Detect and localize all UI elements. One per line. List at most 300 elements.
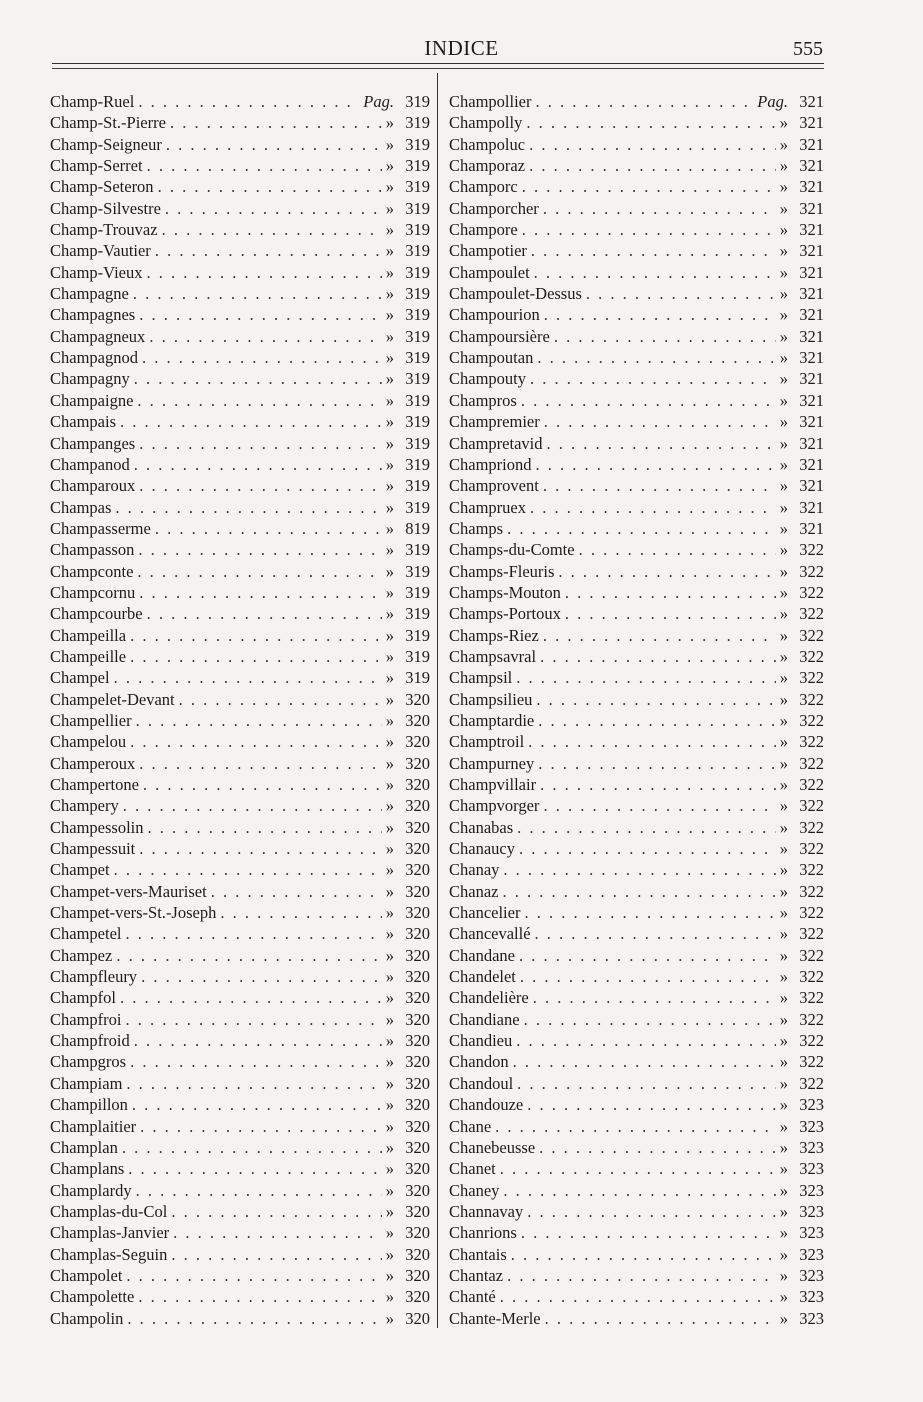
- page-reference: [386, 946, 430, 966]
- entry-name: Champotier: [449, 241, 527, 261]
- page-reference: [386, 156, 430, 176]
- page-reference: [386, 860, 430, 880]
- dot-leader: [519, 839, 776, 859]
- dot-leader: [543, 476, 776, 496]
- dot-leader: [533, 988, 776, 1008]
- entry-name: Chandouze: [449, 1095, 524, 1115]
- dot-leader: [500, 1159, 776, 1179]
- entry-page: 321: [799, 412, 824, 432]
- ditto-mark: »: [385, 1073, 394, 1093]
- page-reference: [780, 690, 824, 710]
- ditto-mark: »: [779, 775, 788, 794]
- entry-name: Chane: [449, 1116, 492, 1136]
- page-reference: [780, 1031, 824, 1051]
- index-entry: [449, 92, 824, 113]
- page-reference: [757, 92, 824, 112]
- entry-name: Champasserme: [50, 518, 151, 538]
- index-entry: [50, 1117, 430, 1138]
- ditto-mark: »: [779, 476, 788, 496]
- entry-page: 321: [799, 518, 824, 538]
- index-entry: [50, 412, 430, 433]
- entry-name: Champremier: [449, 412, 540, 432]
- entry-page: 320: [405, 775, 430, 794]
- entry-page: 322: [799, 732, 824, 752]
- page-reference: [386, 1010, 430, 1030]
- index-entry: [50, 327, 430, 348]
- entry-page: 321: [799, 348, 824, 368]
- entry-page: 320: [405, 796, 430, 816]
- dot-leader: [140, 1117, 382, 1137]
- page-reference: [780, 113, 824, 133]
- entry-name: Champs: [449, 518, 504, 538]
- index-entry: [449, 604, 824, 625]
- index-entry: [50, 1181, 430, 1202]
- entry-page: 320: [405, 1095, 430, 1115]
- page-reference: [780, 1266, 824, 1286]
- entry-name: Champoulet-Dessus: [449, 284, 582, 304]
- entry-page: 319: [405, 476, 430, 496]
- dot-leader: [522, 220, 776, 240]
- ditto-mark: »: [385, 369, 394, 389]
- dot-leader: [123, 796, 382, 816]
- entry-page: 321: [799, 326, 824, 346]
- ditto-mark: »: [385, 1137, 394, 1157]
- index-entry: [50, 113, 430, 134]
- entry-page: 320: [405, 1009, 430, 1029]
- page-reference: [780, 540, 824, 560]
- page-reference: [780, 647, 824, 667]
- entry-page: 322: [799, 1073, 824, 1093]
- entry-page: 321: [799, 284, 824, 304]
- page-reference: [386, 241, 430, 261]
- dot-leader: [139, 754, 382, 774]
- entry-page: 319: [405, 369, 430, 389]
- index-entry: [449, 1074, 824, 1095]
- dot-leader: [503, 1181, 775, 1201]
- ditto-mark: »: [385, 817, 394, 837]
- entry-name: Chancevallé: [449, 924, 531, 944]
- index-entry: [449, 946, 824, 967]
- entry-name: Champruex: [449, 497, 526, 517]
- page-reference: [386, 754, 430, 774]
- dot-leader: [536, 690, 775, 710]
- ditto-mark: »: [779, 369, 788, 389]
- index-entry: [50, 92, 430, 113]
- ditto-mark: »: [385, 1244, 394, 1264]
- entry-page: 320: [405, 881, 430, 901]
- index-entry: [50, 1010, 430, 1031]
- index-entry: [50, 284, 430, 305]
- dot-leader: [134, 369, 382, 389]
- entry-page: 319: [405, 433, 430, 453]
- ditto-mark: »: [779, 582, 788, 602]
- page-reference: [386, 604, 430, 624]
- entry-page: 319: [405, 454, 430, 474]
- dot-leader: [529, 156, 776, 176]
- ditto-mark: »: [779, 412, 788, 432]
- entry-page: 319: [405, 625, 430, 645]
- index-entry: [449, 1031, 824, 1052]
- entry-page: 819: [405, 518, 430, 538]
- ditto-mark: »: [779, 732, 788, 752]
- entry-page: 319: [405, 561, 430, 581]
- entry-name: Champagnod: [50, 348, 138, 368]
- index-entry: [449, 498, 824, 519]
- index-entry: [449, 1266, 824, 1287]
- entry-page: 320: [405, 1159, 430, 1179]
- entry-page: 321: [799, 113, 824, 133]
- entry-page: 321: [799, 177, 824, 197]
- dot-leader: [535, 92, 753, 112]
- page-reference: [780, 1245, 824, 1265]
- index-entry: [50, 967, 430, 988]
- entry-page: 322: [799, 903, 824, 923]
- index-entry: [449, 1052, 824, 1073]
- page-reference: [386, 775, 430, 795]
- dot-leader: [130, 1052, 382, 1072]
- entry-name: Champriond: [449, 454, 532, 474]
- dot-leader: [138, 1287, 381, 1307]
- entry-name: Champet: [50, 860, 110, 880]
- entry-name: Champillon: [50, 1095, 128, 1115]
- entry-page: 321: [799, 390, 824, 410]
- page-reference: [780, 391, 824, 411]
- page-reference: [780, 476, 824, 496]
- index-entry: [449, 220, 824, 241]
- dot-leader: [147, 604, 382, 624]
- page-reference: [386, 220, 430, 240]
- ditto-mark: »: [779, 1265, 788, 1285]
- page-reference: [780, 818, 824, 838]
- page-reference: [386, 1159, 430, 1179]
- page-reference: [386, 839, 430, 859]
- ditto-mark: »: [779, 967, 788, 987]
- ditto-mark: »: [779, 540, 788, 560]
- dot-leader: [565, 583, 776, 603]
- dot-leader: [507, 1266, 776, 1286]
- index-entry: [50, 903, 430, 924]
- index-entry: [449, 882, 824, 903]
- entry-name: Champanod: [50, 454, 130, 474]
- index-entry: [50, 796, 430, 817]
- entry-page: 322: [799, 924, 824, 944]
- entry-name: Champolin: [50, 1308, 124, 1328]
- entry-page: 322: [799, 561, 824, 581]
- entry-page: 321: [799, 92, 824, 111]
- entry-name: Chanaucy: [449, 839, 515, 859]
- ditto-mark: »: [779, 988, 788, 1008]
- index-column-left: [50, 92, 430, 1330]
- ditto-mark: »: [779, 1009, 788, 1029]
- entry-name: Champeilla: [50, 625, 127, 645]
- ditto-mark: »: [385, 1223, 394, 1243]
- index-entry: [449, 1202, 824, 1223]
- entry-name: Champellier: [50, 710, 132, 730]
- index-entry: [50, 1159, 430, 1180]
- index-entry: [50, 604, 430, 625]
- ditto-mark: »: [779, 156, 788, 176]
- page-reference: [386, 1202, 430, 1222]
- index-entry: [50, 369, 430, 390]
- index-entry: [449, 135, 824, 156]
- entry-page: 320: [405, 710, 430, 730]
- page-reference: [386, 988, 430, 1008]
- dot-leader: [524, 903, 775, 923]
- dot-leader: [155, 241, 382, 261]
- page-reference: [780, 775, 824, 795]
- page-reference: [780, 1309, 824, 1329]
- index-entry: [50, 732, 430, 753]
- entry-name: Champ-Seteron: [50, 177, 154, 197]
- entry-page: 320: [405, 903, 430, 923]
- index-entry: [50, 241, 430, 262]
- ditto-mark: »: [385, 326, 394, 346]
- entry-page: 322: [799, 817, 824, 837]
- entry-name: Chantaz: [449, 1265, 504, 1285]
- dot-leader: [543, 199, 776, 219]
- ditto-mark: »: [779, 177, 788, 197]
- dot-leader: [170, 113, 382, 133]
- entry-page: 320: [405, 1180, 430, 1200]
- page-reference: [386, 498, 430, 518]
- ditto-mark: »: [385, 710, 394, 730]
- dot-leader: [516, 1031, 776, 1051]
- ditto-mark: »: [779, 881, 788, 901]
- entry-page: 323: [799, 1159, 824, 1179]
- dot-leader: [513, 1052, 776, 1072]
- ditto-mark: »: [385, 348, 394, 368]
- ditto-mark: »: [385, 1095, 394, 1115]
- ditto-mark: »: [779, 604, 788, 624]
- ditto-mark: »: [779, 1095, 788, 1115]
- ditto-mark: »: [779, 220, 788, 240]
- ditto-mark: »: [385, 1052, 394, 1072]
- page-reference: [780, 1138, 824, 1158]
- page-reference: [780, 498, 824, 518]
- page-reference: [780, 327, 824, 347]
- ditto-mark: »: [385, 497, 394, 517]
- ditto-mark: »: [385, 113, 394, 133]
- ditto-mark: »: [779, 1287, 788, 1307]
- entry-page: 322: [799, 582, 824, 602]
- entry-page: 321: [799, 433, 824, 453]
- pag-label: Pag.: [757, 92, 788, 111]
- index-entry: [50, 690, 430, 711]
- entry-page: 320: [405, 1137, 430, 1157]
- header-rule-secondary: [52, 68, 824, 69]
- dot-leader: [147, 263, 382, 283]
- page-reference: [386, 327, 430, 347]
- ditto-mark: »: [779, 1052, 788, 1072]
- entry-page: 322: [799, 775, 824, 794]
- dot-leader: [128, 1159, 382, 1179]
- index-entry: [449, 903, 824, 924]
- index-entry: [50, 348, 430, 369]
- index-entry: [449, 1309, 824, 1330]
- index-entry: [50, 263, 430, 284]
- dot-leader: [495, 1117, 776, 1137]
- index-entry: [449, 690, 824, 711]
- dot-leader: [519, 946, 776, 966]
- entry-page: 319: [405, 134, 430, 154]
- page-reference: [780, 519, 824, 539]
- page-reference: [386, 1309, 430, 1329]
- index-entry: [449, 1287, 824, 1308]
- index-entry: [50, 711, 430, 732]
- page-reference: [386, 924, 430, 944]
- entry-name: Champfroid: [50, 1031, 130, 1051]
- dot-leader: [126, 1010, 382, 1030]
- index-entry: [449, 796, 824, 817]
- page-reference: [386, 626, 430, 646]
- page-reference: [386, 1266, 430, 1286]
- dot-leader: [540, 775, 776, 795]
- entry-name: Champelou: [50, 732, 127, 752]
- entry-page: 320: [405, 817, 430, 837]
- index-entry: [449, 1245, 824, 1266]
- entry-name: Champurney: [449, 753, 535, 773]
- entry-page: 322: [799, 839, 824, 859]
- index-entry: [50, 1287, 430, 1308]
- dot-leader: [579, 540, 776, 560]
- dot-leader: [529, 135, 776, 155]
- index-entry: [449, 1223, 824, 1244]
- ditto-mark: »: [385, 390, 394, 410]
- index-entry: [449, 199, 824, 220]
- page-reference: [386, 882, 430, 902]
- ditto-mark: »: [779, 262, 788, 282]
- ditto-mark: »: [779, 134, 788, 154]
- ditto-mark: »: [779, 1031, 788, 1051]
- entry-page: 319: [405, 220, 430, 240]
- entry-name: Champsavral: [449, 646, 537, 666]
- dot-leader: [134, 455, 382, 475]
- entry-page: 319: [405, 284, 430, 304]
- entry-name: Chandieu: [449, 1031, 513, 1051]
- entry-name: Champessuit: [50, 839, 136, 859]
- page-reference: [363, 92, 430, 112]
- entry-page: 321: [799, 454, 824, 474]
- entry-page: 322: [799, 1052, 824, 1072]
- entry-page: 319: [405, 540, 430, 560]
- entry-page: 320: [405, 1223, 430, 1243]
- ditto-mark: »: [779, 1201, 788, 1221]
- ditto-mark: »: [385, 924, 394, 944]
- dot-leader: [162, 220, 382, 240]
- dot-leader: [136, 1181, 382, 1201]
- entry-name: Champoluc: [449, 134, 526, 154]
- dot-leader: [139, 476, 382, 496]
- dot-leader: [155, 519, 382, 539]
- entry-name: Champcourbe: [50, 604, 143, 624]
- ditto-mark: »: [385, 220, 394, 240]
- ditto-mark: »: [779, 113, 788, 133]
- ditto-mark: »: [779, 390, 788, 410]
- page-reference: [780, 732, 824, 752]
- ditto-mark: »: [385, 582, 394, 602]
- dot-leader: [520, 967, 776, 987]
- ditto-mark: »: [779, 326, 788, 346]
- dot-leader: [115, 498, 381, 518]
- entry-name: Champagneux: [50, 326, 146, 346]
- index-entry: [50, 476, 430, 497]
- entry-name: Champaroux: [50, 476, 136, 496]
- dot-leader: [503, 860, 775, 880]
- ditto-mark: »: [779, 1073, 788, 1093]
- ditto-mark: »: [385, 412, 394, 432]
- entry-page: 322: [799, 860, 824, 880]
- index-entry: [50, 135, 430, 156]
- dot-leader: [526, 113, 775, 133]
- entry-page: 322: [799, 796, 824, 816]
- page-reference: [780, 882, 824, 902]
- index-column-right: [449, 92, 824, 1330]
- index-entry: [50, 498, 430, 519]
- dot-leader: [142, 348, 382, 368]
- dot-leader: [139, 305, 382, 325]
- dot-leader: [522, 177, 776, 197]
- ditto-mark: »: [385, 860, 394, 880]
- index-entry: [449, 626, 824, 647]
- dot-leader: [126, 1266, 381, 1286]
- dot-leader: [125, 924, 381, 944]
- ditto-mark: »: [385, 1308, 394, 1328]
- index-entry: [449, 369, 824, 390]
- ditto-mark: »: [385, 604, 394, 624]
- index-entry: [449, 818, 824, 839]
- dot-leader: [558, 562, 775, 582]
- dot-leader: [511, 1245, 776, 1265]
- ditto-mark: »: [385, 732, 394, 752]
- dot-leader: [147, 156, 382, 176]
- dot-leader: [538, 754, 776, 774]
- dot-leader: [139, 434, 382, 454]
- index-entry: [50, 305, 430, 326]
- entry-name: Champez: [50, 945, 113, 965]
- entry-name: Champfleury: [50, 967, 138, 987]
- ditto-mark: »: [385, 241, 394, 261]
- entry-name: Champtardie: [449, 710, 535, 730]
- index-entry: [50, 455, 430, 476]
- ditto-mark: »: [385, 689, 394, 709]
- entry-name: Champolet: [50, 1265, 123, 1285]
- entry-page: 319: [405, 390, 430, 410]
- entry-name: Champlaitier: [50, 1116, 137, 1136]
- entry-page: 322: [799, 646, 824, 666]
- ditto-mark: »: [385, 839, 394, 859]
- index-entry: [449, 754, 824, 775]
- entry-page: 319: [405, 646, 430, 666]
- page-reference: [780, 754, 824, 774]
- entry-name: Champoursière: [449, 326, 550, 346]
- index-entry: [50, 1245, 430, 1266]
- entry-page: 321: [799, 220, 824, 240]
- entry-name: Champsilieu: [449, 689, 533, 709]
- ditto-mark: »: [779, 689, 788, 709]
- index-entry: [50, 946, 430, 967]
- dot-leader: [530, 369, 776, 389]
- ditto-mark: »: [779, 1180, 788, 1200]
- entry-page: 321: [799, 262, 824, 282]
- entry-page: 323: [799, 1308, 824, 1328]
- page-reference: [386, 348, 430, 368]
- ditto-mark: »: [385, 1116, 394, 1136]
- ditto-mark: »: [385, 753, 394, 773]
- ditto-mark: »: [779, 796, 788, 816]
- index-entry: [449, 348, 824, 369]
- entry-name: Chanay: [449, 860, 500, 880]
- page-reference: [386, 476, 430, 496]
